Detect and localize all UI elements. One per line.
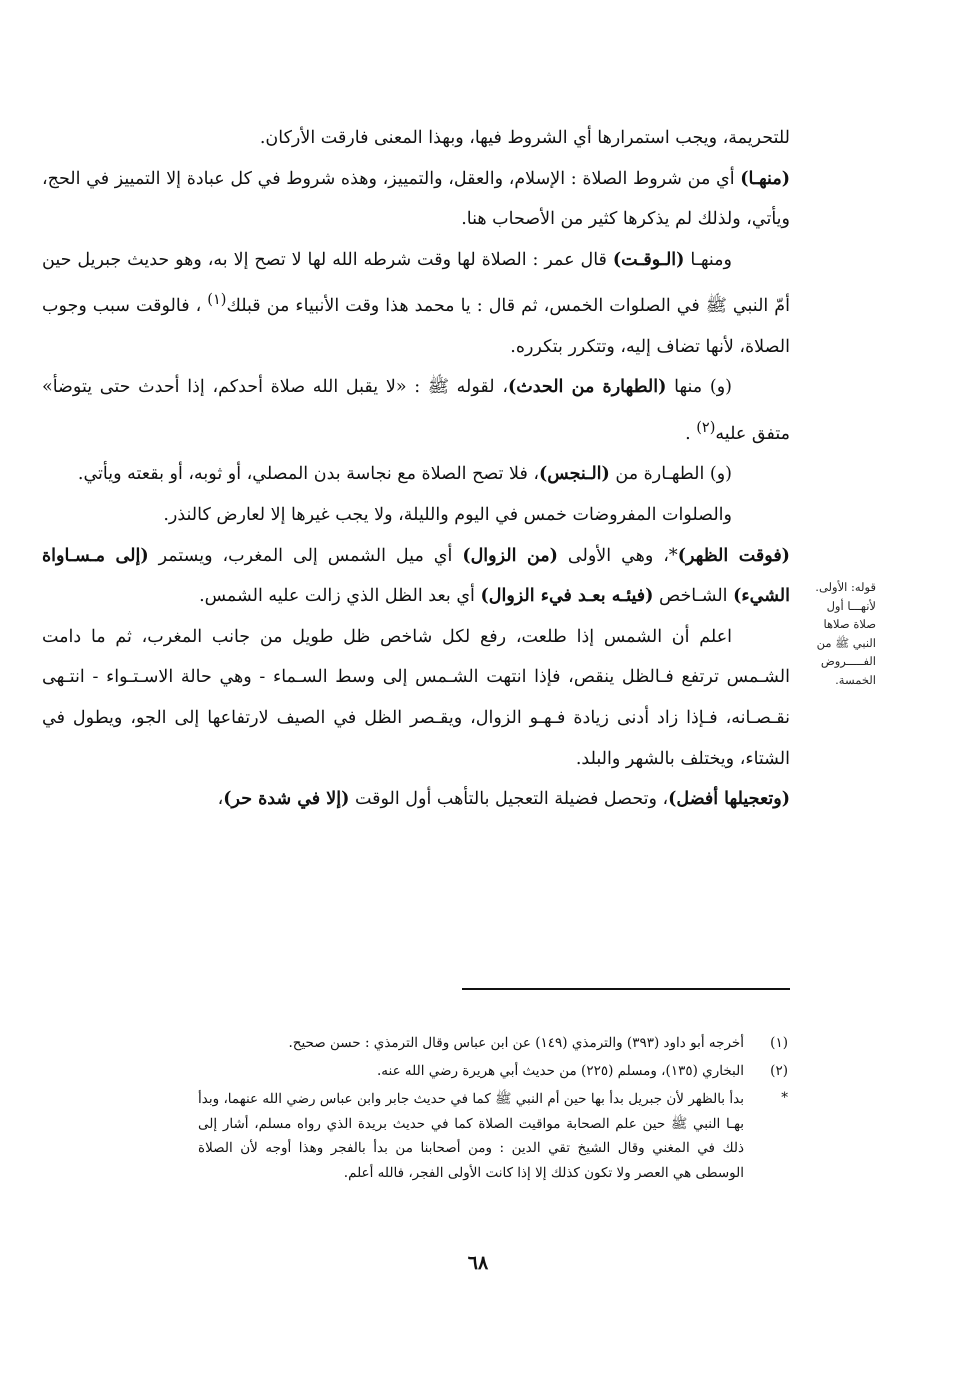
main-text <box>42 118 790 820</box>
bold-term: (الـوقـت) <box>612 249 685 270</box>
footnote-number: (١) <box>770 1035 788 1051</box>
footnote-ref[interactable]: (١) <box>207 291 227 309</box>
footnote-2 <box>198 1058 788 1086</box>
page-number: ٦٨ <box>467 1252 489 1274</box>
paragraph-4: (و) منها (الطهارة من الحدث)، لقوله ﷺ : «لا يقبل الله صلاة أحدكم، إذا أحدث حتى يتوضأ» متفق عليه$^{(٢)}$ . <box>42 377 790 444</box>
paragraph-1: للتحريمة، ويجب استمرارها أي الشروط فيها، وبهذا المعنى فارقت الأركان. <box>259 128 790 148</box>
paragraph-2: (منهـا) أي من شروط الصلاة : الإسلام، والعقل، والتمييز، وهذه شروط في كل عبادة إلا التمييز في الحج، ويأتي، ولذلك لم يذكرها كثير من الأصحاب هنا. <box>42 168 790 230</box>
paragraph-3: ومنهـا (الـوقـت) قال عمر : الصلاة لها وقت شرطه الله لها لا تصح إلا به، وهو حديث جبريل حين أمّ النبي ﷺ في الصلوات الخمس، ثم قال : يا محمد هذا وقت الأنبياء من قبلك$^{(١)}$ ، فالوقت سبب وجوب الصلاة، لأنها تضاف إليه، وتتكرر بتكرره. <box>42 249 790 357</box>
paragraph-5: (و) الطهـارة من (الـنجس)، فلا تصح الصلاة مع نجاسة بدن المصلي، أو ثوبه، أو بقعته ويأتي. <box>77 464 732 485</box>
bold-term: (فيئـه بعـد فيء الزوال) <box>480 586 654 607</box>
bold-term: (إلى مـسـاواة الشيء) <box>42 545 790 607</box>
footnote-asterisk: * <box>781 1090 788 1106</box>
bold-term: (وتعجيلها أفضل) <box>668 789 790 810</box>
footnote-number: (٢) <box>770 1062 788 1079</box>
bold-term: (من الزوال) <box>462 545 558 566</box>
paragraph-9: (وتعجيلها أفضل)، وتحصل فضيلة التعجيل بالتأهب أول الوقت (إلا في شدة حر)، <box>217 789 790 810</box>
footnotes <box>198 1030 788 1185</box>
bold-term: (الـنجس) <box>539 464 610 485</box>
bold-term: (إلا في شدة حر) <box>223 789 350 810</box>
paragraph-6: والصلوات المفروضات خمس في اليوم والليلة، ولا يجب غيرها إلا لعارض كالنذر. <box>163 505 732 525</box>
footnote-1 <box>198 1030 788 1058</box>
footnote-star <box>198 1085 788 1185</box>
footnote-text: أخرجه أبو داود (٣٩٣) والترمذي (١٤٩) عن ابن عباس وقال الترمذي : حسن صحيح. <box>288 1035 744 1051</box>
footnote-separator <box>462 988 790 990</box>
bold-term: (فوقت الظهر) <box>677 545 790 566</box>
footnote-ref[interactable]: (٢) <box>696 418 716 436</box>
paragraph-8: اعلم أن الشمس إذا طلعت، رفع لكل شاخص ظل طويل من جانب المغرب، ثم ما دامت الشـمس ترتفع فـالظل ينقص، فإذا انتهت الشـمس إلى وسط السـماء - وهي حالة الاسـتـواء - انتـهى نقـصـانه، فـإذا زاد أدنى زيادة فـهـو الزوال، ويقـصر الظل في الصيف لارتفاعها إلى الجو، ويطول في الشتاء، ويختلف بالشهر والبلد. <box>42 626 790 769</box>
bold-term: (منهـا) <box>740 168 790 189</box>
bold-term: (الطهارة من الحدث) <box>507 377 667 398</box>
footnote-text: البخاري (١٣٥)، ومسلم (٢٢٥) من حديث أبي هريرة رضي الله عنه. <box>376 1062 744 1079</box>
paragraph-7: (فوقت الظهر)*، وهي الأولى (من الزوال) أي ميل الشمس إلى المغرب، ويستمر (إلى مـسـاواة الشيء) الشـاخص (فيئـه بعـد فيء الزوال) أي بعد الظل الذي زالت عليه الشمس. <box>42 545 790 607</box>
footnote-text: بدأ بالظهر لأن جبريل بدأ بها حين أم النبي ﷺ كما في حديث جابر وابن عباس رضي الله عنهما، وبدأ بهـا النبي ﷺ حين علم الصحابة مواقيت الصلاة كما في حديث بريدة الذي رواه مسلم، أشار إلى ذلك في المغني وقال الشيخ تقي الدين : ومن أصحابنا من بدأ بالفجر وهذا أوجه لأن الصلاة الوسطى هي العصر ولا تكون كذلك إلا إذا كانت الأولى الفجر، فالله أعلم. <box>198 1091 744 1181</box>
margin-note: قوله: الأولى. لأنهـــا أول صلاة صلاها النبي ﷺ من الفـــــروض الخمسة. <box>815 580 876 687</box>
